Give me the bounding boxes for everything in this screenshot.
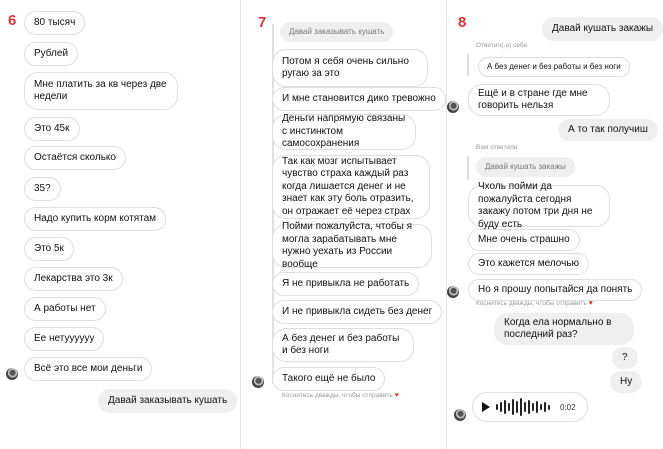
avatar[interactable] xyxy=(447,101,459,113)
message-bubble[interactable]: Остаётся сколько xyxy=(24,146,126,170)
message-bubble[interactable]: Так как мозг испытывает чувство страха каждый раз когда лишается денег и не знает как эту боль отразить, он отражает её через страх xyxy=(272,155,430,219)
message-bubble[interactable]: Чхоль пойми да пожалуйста сегодня закажу потом три дня не буду есть xyxy=(468,185,610,227)
message-bubble[interactable]: Я не привыкла не работать xyxy=(272,272,419,296)
play-icon[interactable] xyxy=(482,402,490,412)
message-bubble[interactable]: Надо купить корм котятам xyxy=(24,207,166,231)
screenshot-divider xyxy=(240,0,241,449)
quoted-message[interactable]: Давай кушать закажы xyxy=(476,157,575,177)
screen-number-6: 6 xyxy=(8,12,17,29)
message-bubble[interactable]: 35? xyxy=(24,177,61,201)
outgoing-message-bubble[interactable]: Ну xyxy=(610,371,642,393)
message-bubble[interactable]: Мне платить за кв через две недели xyxy=(24,72,178,110)
screenshot-divider xyxy=(446,0,447,449)
reply-label: Ответил(-а) себе xyxy=(476,42,528,49)
screen-number-8: 8 xyxy=(458,14,467,31)
heart-icon[interactable]: ♥ xyxy=(588,300,593,307)
thread-reply-line xyxy=(467,156,469,180)
outgoing-message-bubble[interactable]: А то так получиш xyxy=(558,119,658,141)
quoted-message[interactable]: А без денег и без работы и без ноги xyxy=(478,57,630,77)
message-bubble[interactable]: Потом я себя очень сильно ругаю за это xyxy=(272,49,428,87)
message-bubble[interactable]: Ещё и в стране где мне говорить нельзя xyxy=(468,84,610,116)
message-bubble[interactable]: Такого ещё не было xyxy=(272,367,385,391)
outgoing-message-bubble[interactable]: Давай кушать закажы xyxy=(542,17,663,41)
message-bubble[interactable]: Ее нетуууууу xyxy=(24,327,104,351)
message-bubble[interactable]: Деньги напрямую связаны с инстинктом самосохранения xyxy=(272,114,416,150)
message-bubble[interactable]: И мне становится дико тревожно xyxy=(272,87,446,111)
heart-icon[interactable]: ♥ xyxy=(394,392,399,399)
outgoing-message-bubble[interactable]: Когда ела нормально в последний раз? xyxy=(494,313,634,345)
reply-label: Вам ответили xyxy=(476,144,518,151)
avatar[interactable] xyxy=(454,409,466,421)
message-bubble[interactable]: Всё это все мои деньги xyxy=(24,357,152,381)
voice-duration: 0:02 xyxy=(560,402,576,412)
screen-number-7: 7 xyxy=(258,14,267,31)
avatar[interactable] xyxy=(6,368,18,380)
message-bubble[interactable]: Мне очень страшно xyxy=(468,229,580,251)
message-bubble[interactable]: И не привыкла сидеть без денег xyxy=(272,300,442,324)
avatar[interactable] xyxy=(447,286,459,298)
message-bubble[interactable]: Это кажется мелочью xyxy=(468,253,589,275)
waveform xyxy=(496,397,550,417)
reaction-hint: Коснитесь дважды, чтобы отправить ♥ xyxy=(476,300,593,307)
avatar[interactable] xyxy=(252,376,264,388)
message-bubble[interactable]: А работы нет xyxy=(24,297,106,321)
message-bubble[interactable]: А без денег и без работы и без ноги xyxy=(272,328,414,362)
message-bubble[interactable]: Но я прошу попытайся да понять xyxy=(468,279,642,301)
outgoing-message-bubble[interactable]: Давай заказывать кушать xyxy=(98,389,237,413)
message-bubble[interactable]: 80 тысяч xyxy=(24,11,85,35)
message-bubble[interactable]: Лекарства это 3к xyxy=(24,267,123,291)
message-bubble[interactable]: Это 5к xyxy=(24,237,74,261)
thread-reply-line xyxy=(467,54,469,76)
outgoing-message-bubble[interactable]: ? xyxy=(612,347,638,369)
message-bubble[interactable]: Пойми пожалуйста, чтобы я могла зарабатывать мне нужно уехать из России вообще xyxy=(272,224,432,268)
quoted-message[interactable]: Давай заказывать кушать xyxy=(280,22,393,42)
message-bubble[interactable]: Это 45к xyxy=(24,117,80,141)
message-bubble[interactable]: Рублей xyxy=(24,42,78,66)
reaction-hint: Коснитесь дважды, чтобы отправить ♥ xyxy=(282,392,399,399)
voice-message[interactable] xyxy=(472,392,588,422)
